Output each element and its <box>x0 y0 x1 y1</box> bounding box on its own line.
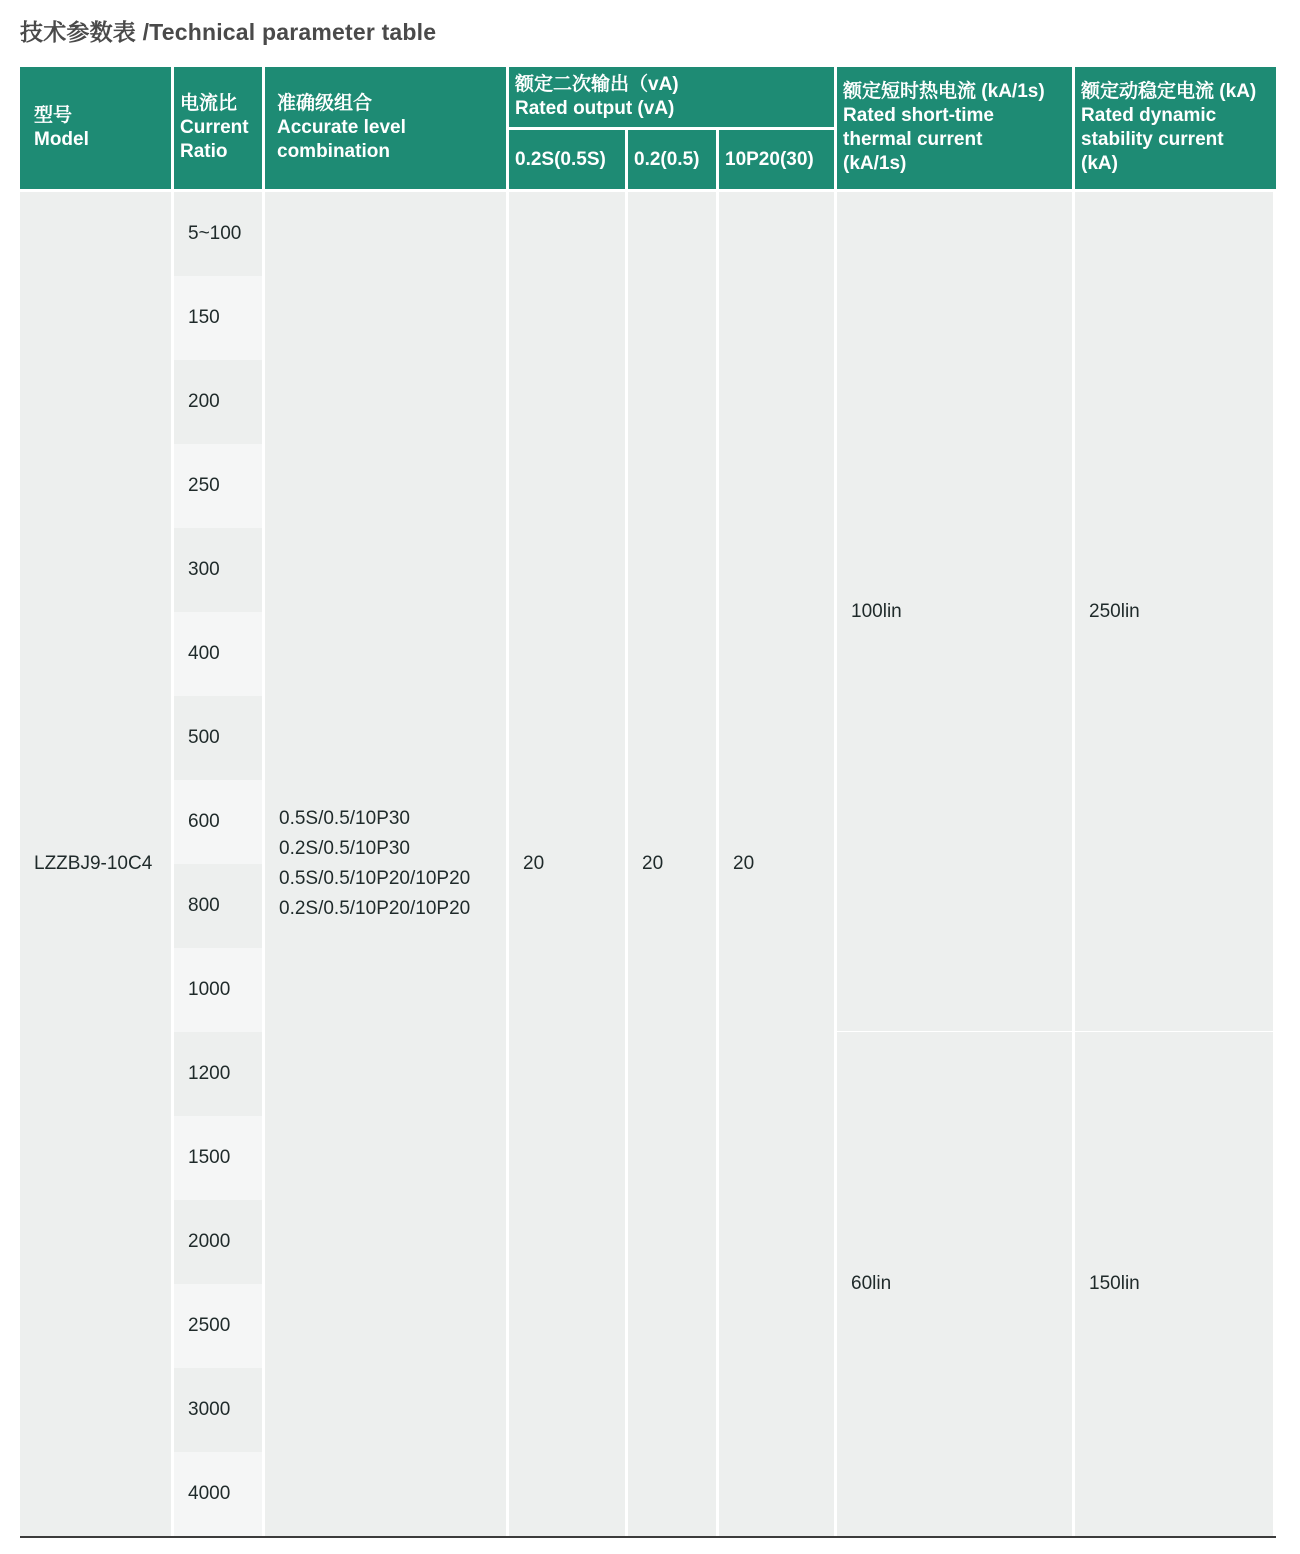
header-thermal-en-3: (kA/1s) <box>843 153 907 174</box>
header-thermal-en-1: Rated short-time <box>843 105 994 126</box>
dynamic-cell-low: 150lin <box>1075 1032 1276 1536</box>
header-dynamic-cn: 额定动稳定电流 (kA) <box>1081 81 1257 102</box>
header-model <box>20 67 174 192</box>
header-accuracy-en-2: combination <box>277 141 390 162</box>
header-rated-output <box>509 67 837 130</box>
ratio-cell: 250 <box>174 444 265 528</box>
header-model-en: Model <box>34 129 89 150</box>
ratio-cell: 4000 <box>174 1452 265 1536</box>
header-ratio-en-2: Ratio <box>180 141 228 162</box>
dynamic-cell-high: 250lin <box>1075 192 1276 1032</box>
model-cell: LZZBJ9-10C4 <box>20 192 174 1536</box>
header-output-0-2s: 0.2S(0.5S) <box>509 130 628 192</box>
accuracy-cell <box>265 192 509 1536</box>
ratio-cell: 5~100 <box>174 192 265 276</box>
header-ratio-en-1: Current <box>180 117 249 138</box>
ratio-cell: 300 <box>174 528 265 612</box>
ratio-cell: 400 <box>174 612 265 696</box>
ratio-cell: 600 <box>174 780 265 864</box>
header-output-cn: 额定二次输出（vA) <box>515 74 679 95</box>
header-accuracy-en-1: Accurate level <box>277 117 406 138</box>
output-10p20-cell: 20 <box>719 192 837 1536</box>
ratio-cell: 800 <box>174 864 265 948</box>
header-output-en: Rated output (vA) <box>515 98 675 119</box>
accuracy-line: 0.2S/0.5/10P20/10P20 <box>279 898 471 919</box>
output-0-2-cell: 20 <box>628 192 719 1536</box>
header-model-cn: 型号 <box>34 105 73 126</box>
header-accuracy <box>265 67 509 192</box>
technical-parameter-table <box>20 67 1276 1538</box>
header-dynamic-en-2: stability current <box>1081 129 1224 150</box>
header-dynamic-current <box>1075 67 1276 192</box>
header-thermal-cn: 额定短时热电流 (kA/1s) <box>843 81 1045 102</box>
header-thermal-en-2: thermal current <box>843 129 983 150</box>
header-output-10p20: 10P20(30) <box>719 130 837 192</box>
accuracy-line: 0.5S/0.5/10P30 <box>279 808 410 829</box>
page-title: 技术参数表 /Technical parameter table <box>20 19 437 45</box>
ratio-cell: 2000 <box>174 1200 265 1284</box>
ratio-cell: 2500 <box>174 1284 265 1368</box>
header-accuracy-cn: 准确级组合 <box>277 93 373 114</box>
header-current-ratio <box>174 67 265 192</box>
accuracy-line: 0.2S/0.5/10P30 <box>279 838 410 859</box>
ratio-cell: 500 <box>174 696 265 780</box>
accuracy-line: 0.5S/0.5/10P20/10P20 <box>279 868 471 889</box>
header-output-0-2: 0.2(0.5) <box>628 130 719 192</box>
ratio-cell: 200 <box>174 360 265 444</box>
header-ratio-cn: 电流比 <box>180 93 238 114</box>
header-dynamic-en-3: (kA) <box>1081 153 1118 174</box>
ratio-cell: 1000 <box>174 948 265 1032</box>
ratio-cell: 150 <box>174 276 265 360</box>
header-thermal-current <box>837 67 1075 192</box>
ratio-cell: 1200 <box>174 1032 265 1116</box>
ratio-cell: 3000 <box>174 1368 265 1452</box>
ratio-cell: 1500 <box>174 1116 265 1200</box>
output-0-2s-cell: 20 <box>509 192 628 1536</box>
table-row <box>20 192 1276 276</box>
header-dynamic-en-1: Rated dynamic <box>1081 105 1217 126</box>
thermal-cell-low: 60lin <box>837 1032 1075 1536</box>
thermal-cell-high: 100lin <box>837 192 1075 1032</box>
